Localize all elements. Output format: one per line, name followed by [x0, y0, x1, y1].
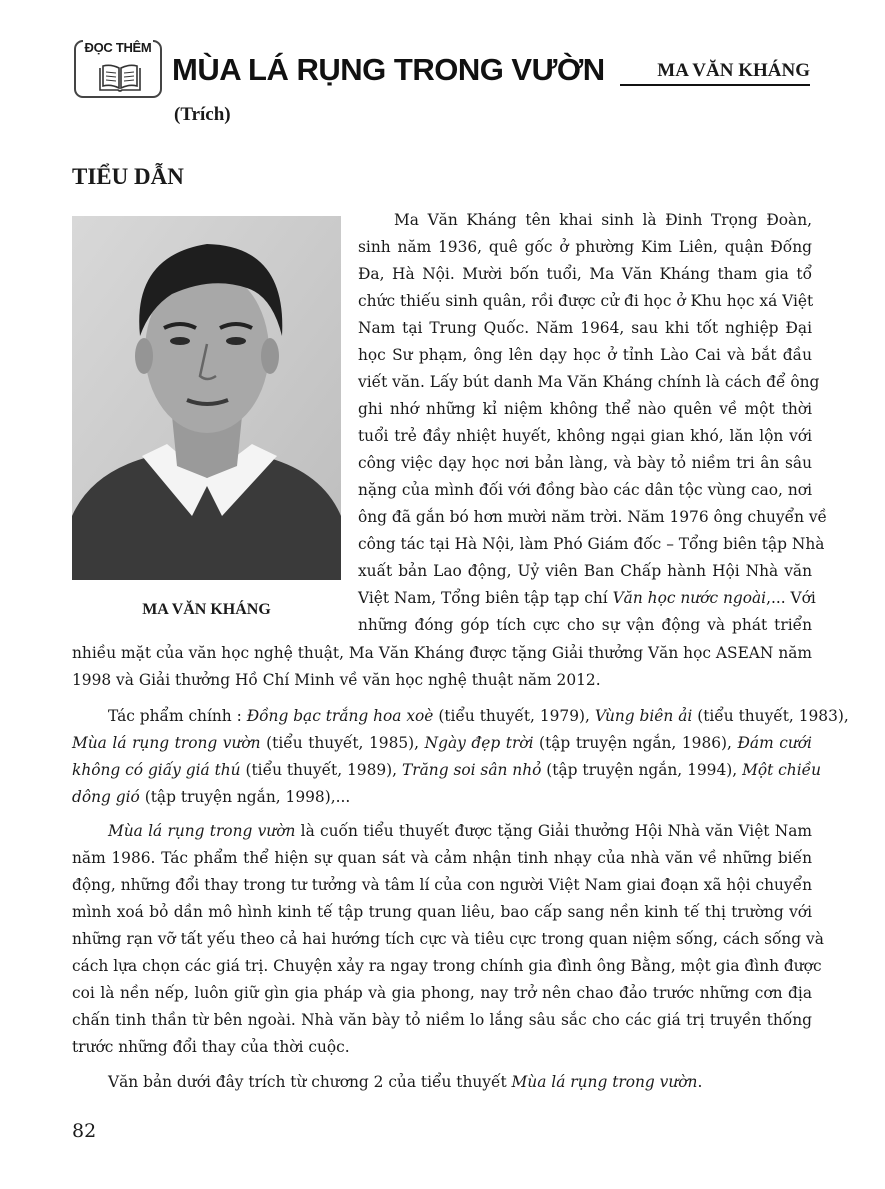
- bio-line: công việc dạy học nơi bản làng, và bày tỏ niềm tri ân sâu: [358, 454, 812, 472]
- bio-line: xuất bản Lao động, Uỷ viên Ban Chấp hành Hội Nhà văn: [358, 562, 812, 580]
- subtitle-excerpt: (Trích): [174, 104, 231, 125]
- bio-line: sinh năm 1936, quê gốc ở phường Kim Liên, quận Đống: [358, 238, 812, 256]
- portrait-caption: MA VĂN KHÁNG: [142, 601, 271, 618]
- bio-text: Việt Nam, Tổng biên tập tạp chí: [358, 589, 613, 607]
- bio-line: chức thiếu sinh quân, rồi được cử đi học ở Khu học xá Việt: [358, 292, 814, 310]
- works-line: [72, 784, 812, 811]
- section-title: TIỂU DẪN: [72, 164, 184, 189]
- work-title: Đồng bạc trắng hoa xoè: [246, 707, 434, 725]
- work-title: Đám cưới: [737, 734, 812, 752]
- works-text: (tiểu thuyết, 1979),: [433, 707, 595, 725]
- works-paragraph: [72, 703, 849, 811]
- open-book-icon: [98, 63, 142, 93]
- bio-line: Đa, Hà Nội. Mười bốn tuổi, Ma Văn Kháng tham gia tổ: [358, 265, 812, 283]
- work-title: Mùa lá rụng trong vườn: [72, 734, 261, 752]
- page-number: 82: [72, 1120, 97, 1142]
- badge-label: ĐỌC THÊM: [84, 40, 152, 55]
- works-text: (tập truyện ngắn, 1998),...: [139, 788, 351, 806]
- work-title: Trăng soi sân nhỏ: [401, 761, 542, 779]
- summary-line: động, những đổi thay trong tư tưởng và tâm lí của con người Việt Nam giai đoạn xã hội chuyển: [72, 876, 812, 894]
- bio-line: ghi nhớ những kỉ niệm không thể nào quên về một thời: [358, 400, 812, 418]
- summary-line: năm 1986. Tác phẩm thể hiện sự quan sát và cảm nhận tinh nhạy của nhà văn về những biến: [72, 849, 812, 867]
- works-text: (tập truyện ngắn, 1994),: [541, 761, 743, 779]
- excerpt-text: .: [697, 1073, 703, 1091]
- doc-them-badge: [74, 40, 162, 98]
- author-portrait: [72, 216, 341, 580]
- works-line: [72, 757, 821, 784]
- author-heading: MA VĂN KHÁNG: [620, 60, 810, 86]
- works-text: (tiểu thuyết, 1985),: [260, 734, 425, 752]
- portrait-illustration: [72, 216, 341, 580]
- bio-line: nhiều mặt của văn học nghệ thuật, Ma Văn Kháng được tặng Giải thưởng Văn học ASEAN năm: [72, 644, 812, 662]
- work-title: Vùng biên ải: [594, 707, 693, 725]
- novel-title: Mùa lá rụng trong vườn: [108, 822, 296, 840]
- bio-line: ông đã gắn bó hơn mười năm trời. Năm 1976 ông chuyển về: [358, 508, 828, 526]
- biography-column: [358, 207, 828, 639]
- summary-line: những rạn vỡ tất yếu theo cả hai hướng tích cực và tiêu cực trong quan niệm sống, cách sống và: [72, 930, 824, 948]
- bio-line: viết văn. Lấy bút danh Ma Văn Kháng chính là cách để ông: [358, 373, 820, 391]
- work-title: Ngày đẹp trời: [424, 734, 534, 752]
- bio-line: Ma Văn Kháng tên khai sinh là Đinh Trọng Đoàn,: [394, 211, 812, 229]
- summary-line: mình xoá bỏ dần mô hình kinh tế tập trung quan liêu, bao cấp sang nền kinh tế thị trường với: [72, 903, 812, 921]
- work-title: Một chiều: [742, 761, 821, 779]
- works-text: Tác phẩm chính :: [108, 707, 247, 725]
- works-text: (tiểu thuyết, 1983),: [692, 707, 849, 725]
- excerpt-note: [72, 1069, 812, 1096]
- magazine-title: Văn học nước ngoài: [612, 589, 767, 607]
- works-text: (tiểu thuyết, 1989),: [240, 761, 402, 779]
- biography-continued: [72, 640, 812, 694]
- bio-line: học Sư phạm, ông lên dạy học ở tỉnh Lào Cai và bắt đầu: [358, 346, 812, 364]
- novel-title: Mùa lá rụng trong vườn: [511, 1073, 698, 1091]
- excerpt-text: Văn bản dưới đây trích từ chương 2 của tiểu thuyết: [108, 1073, 512, 1091]
- bio-line: tuổi trẻ đầy nhiệt huyết, không ngại gian khó, lăn lộn với: [358, 427, 812, 445]
- summary-text: là cuốn tiểu thuyết được tặng Giải thưởng Hội Nhà văn Việt Nam: [295, 822, 812, 840]
- summary-line: cách lựa chọn các giá trị. Chuyện xảy ra ngay trong chính gia đình ông Bằng, một gia đình được: [72, 957, 822, 975]
- summary-line: trước những đổi thay của thời cuộc.: [72, 1038, 350, 1056]
- bio-line: nặng của mình đối với đồng bào các dân tộc vùng cao, nơi: [358, 481, 812, 499]
- bio-text: ,... Với: [766, 589, 816, 607]
- summary-line: [72, 818, 812, 845]
- bio-line: công tác tại Hà Nội, làm Phó Giám đốc – Tổng biên tập Nhà: [358, 535, 825, 553]
- work-title: không có giấy giá thú: [72, 761, 241, 779]
- works-text: (tập truyện ngắn, 1986),: [533, 734, 738, 752]
- page-title: MÙA LÁ RỤNG TRONG VƯỜN: [172, 52, 605, 87]
- summary-line: coi là nền nếp, luôn giữ gìn gia pháp và gia phong, nay trở nên chao đảo trước những cơn địa: [72, 984, 812, 1002]
- summary-line: chấn tinh thần từ bên ngoài. Nhà văn bày tỏ niềm lo lắng sâu sắc cho các giá trị truyền thống: [72, 1011, 812, 1029]
- works-line: [72, 730, 812, 757]
- bio-line: những đóng góp tích cực cho sự vận động và phát triển: [358, 616, 812, 634]
- bio-line: [358, 585, 816, 612]
- bio-line: 1998 và Giải thưởng Hồ Chí Minh về văn học nghệ thuật năm 2012.: [72, 671, 601, 689]
- works-line: [72, 703, 849, 730]
- bio-line: Nam tại Trung Quốc. Năm 1964, sau khi tốt nghiệp Đại: [358, 319, 812, 337]
- excerpt-line: [72, 1069, 812, 1096]
- work-title: dông gió: [72, 788, 140, 806]
- summary-paragraph: [72, 818, 824, 1061]
